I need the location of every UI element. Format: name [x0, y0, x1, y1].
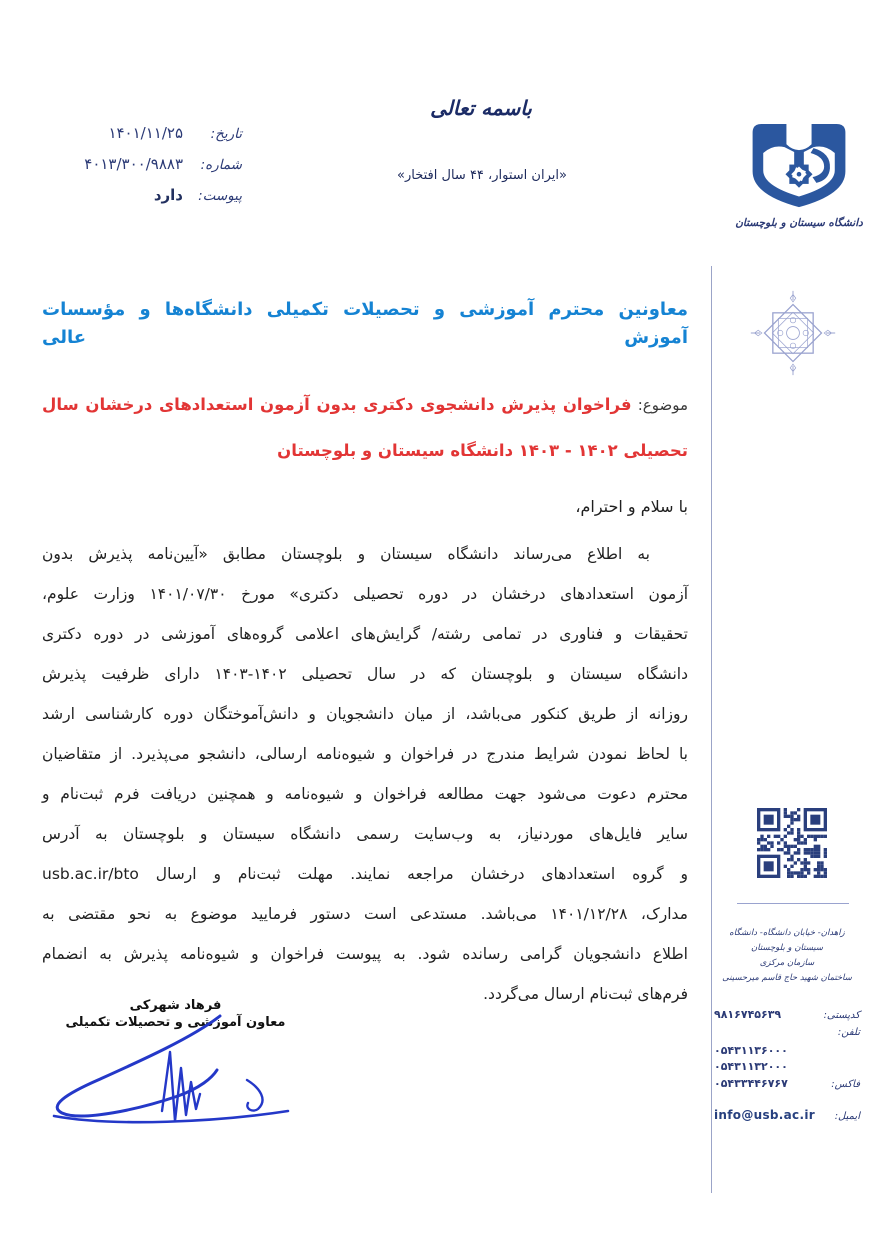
subject-text: فراخوان پذیرش دانشجوی دکتری بدون آزمون استعدادهای درخشان سال تحصیلی ۱۴۰۲ - ۱۴۰۳ دانشگاه سیستان و بلوچستان: [42, 395, 688, 460]
fax-value: ۰۵۴۳۳۴۴۶۷۶۷: [714, 1077, 788, 1090]
subject-line: [42, 382, 688, 473]
date-row: [32, 124, 242, 142]
number-row: [32, 155, 242, 173]
body-line: فرم‌های ثبت‌نام ارسال می‌گردد.: [483, 985, 688, 1003]
body-line: مدارک، ۱۴۰۱/۱۲/۲۸ می‌باشد. مستدعی است دستور فرمایید موضوع به نحو مقتضی به: [42, 905, 688, 923]
email-label: ایمیل:: [834, 1111, 860, 1122]
salutation: با سلام و احترام،: [575, 497, 688, 516]
email-row: [714, 1108, 860, 1122]
sidebar-rule: [737, 903, 849, 904]
body-line: اطلاع دانشجویان گرامی رسانده شود. به پیوست فراخوان و شیوه‌نامه پذیرش به انضمام: [42, 945, 688, 963]
qr-modules: [757, 808, 827, 878]
body-line: محترم دعوت می‌شود جهت مطالعه فراخوان و شیوه‌نامه و همچنین دریافت فرم ثبت‌نام و: [42, 785, 688, 803]
address-block: [714, 926, 860, 986]
date-label: تاریخ:: [210, 126, 242, 142]
postal-label: کدپستی:: [823, 1010, 860, 1021]
email-value: info@usb.ac.ir: [714, 1108, 815, 1122]
university-logo: [732, 118, 866, 229]
body-line: سایر فایل‌های موردنیاز، به وب‌سایت رسمی دانشگاه سیستان و بلوچستان به آدرس: [42, 825, 688, 843]
subject-label: موضوع:: [637, 396, 688, 414]
body-line: و گروه استعدادهای درخشان مراجعه نمایند. مهلت ثبت‌نام و ارسال usb.ac.ir/bto: [42, 865, 688, 883]
bismillah-text: باسمه تعالی: [430, 96, 532, 120]
phone-label-row: [714, 1027, 860, 1038]
attachment-label: پیوست:: [198, 188, 242, 204]
contact-block: [714, 1008, 860, 1122]
address-line: ساختمان شهید حاج قاسم میرحسینی: [722, 973, 852, 983]
letter-content: [42, 296, 688, 1014]
signature-block: [58, 998, 293, 1030]
postal-row: [714, 1008, 860, 1021]
date-value: ۱۴۰۱/۱۱/۲۵: [108, 124, 183, 142]
signer-title: معاون آموزشی و تحصیلات تکمیلی: [65, 1015, 286, 1030]
signer-name: فرهاد شهرکی: [129, 998, 222, 1013]
fax-label: فاکس:: [831, 1079, 860, 1090]
phone-values: [714, 1041, 860, 1073]
letter-body: [42, 534, 688, 1014]
fax-row: [714, 1077, 860, 1090]
meta-block: [32, 124, 242, 217]
number-label: شماره:: [200, 157, 242, 173]
national-slogan: «ایران استوار، ۴۴ سال افتخار»: [397, 168, 567, 183]
phone-label: تلفن:: [837, 1027, 860, 1038]
vertical-divider: [711, 266, 712, 1193]
phone-value: ۰۵۴۳۱۱۳۶۰۰۰: [714, 1044, 788, 1057]
phone-value: ۰۵۴۳۱۱۳۲۰۰۰: [714, 1060, 788, 1073]
address-line: زاهدان- خیابان دانشگاه- دانشگاه سیستان و بلوچستان: [729, 928, 845, 953]
body-line: دانشگاه سیستان و بلوچستان که در سال تحصیلی ۱۴۰۲-۱۴۰۳ دارای ظرفیت پذیرش: [42, 665, 688, 683]
university-name: دانشگاه سیستان و بلوچستان: [735, 217, 863, 229]
number-value: ۴۰۱۳/۳۰۰/۹۸۸۳: [84, 155, 183, 173]
qr-code-icon: [757, 808, 827, 878]
body-line: تحقیقات و فناوری در تمامی رشته/ گرایش‌های اعلامی گروه‌های آموزشی در دوره دکتری: [42, 625, 688, 643]
body-line: آزمون استعدادهای درخشان در دوره تحصیلی دکتری» مورخ ۱۴۰۱/۰۷/۳۰ وزارت علوم،: [42, 585, 688, 603]
recipient-title: معاونین محترم آموزشی و تحصیلات تکمیلی دانشگاه‌ها و مؤسسات آموزش عالی: [42, 299, 688, 348]
body-line: با لحاظ نمودن شرایط مندرج در فراخوان و شیوه‌نامه ارسالی، دانشجو می‌پذیرد. از متقاضیان: [42, 745, 688, 763]
university-emblem-icon: [732, 118, 866, 215]
attachment-row: [32, 186, 242, 204]
body-line: روزانه از طریق کنکور می‌باشد، از میان دانشجویان و دانش‌آموختگان دوره کارشناسی ارشد: [42, 705, 688, 723]
body-line: به اطلاع می‌رساند دانشگاه سیستان و بلوچستان مطابق «آیین‌نامه پذیرش بدون: [42, 545, 650, 563]
address-line: سازمان مرکزی: [759, 958, 815, 968]
ornament-star-icon: [749, 289, 837, 381]
postal-value: ۹۸۱۶۷۴۵۶۳۹: [714, 1008, 782, 1021]
attachment-value: دارد: [153, 186, 183, 204]
